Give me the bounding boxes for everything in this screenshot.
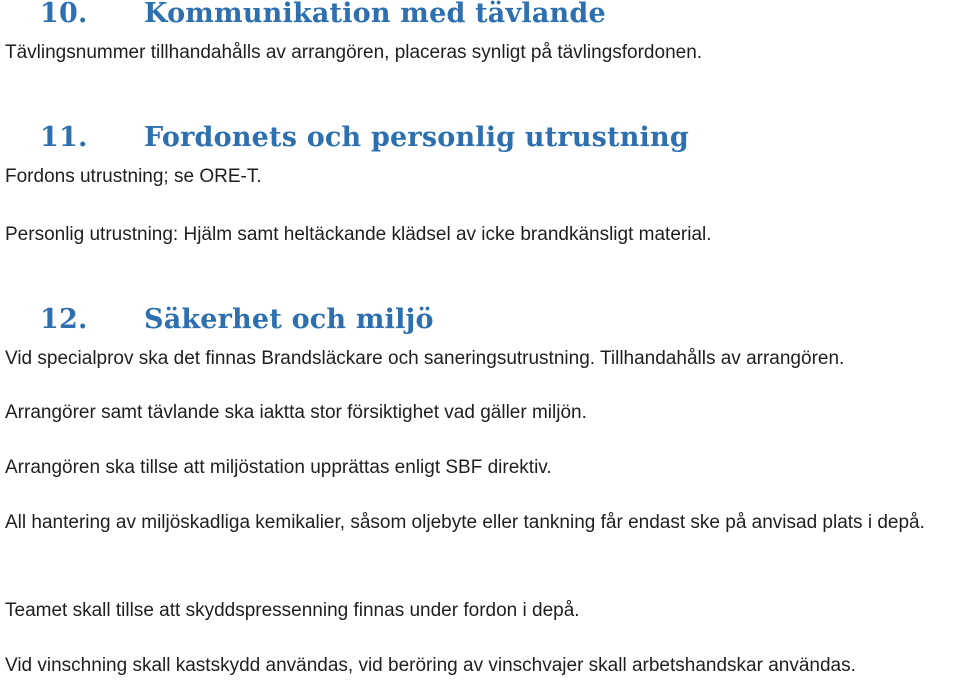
paragraph: Teamet skall tillse att skyddspressenning finnas under fordon i depå.: [5, 600, 580, 621]
paragraph: Fordons utrustning; se ORE-T.: [5, 166, 262, 187]
section-heading-12: [40, 304, 434, 335]
section-title: Kommunikation med tävlande: [144, 0, 606, 29]
section-number: 11.: [40, 122, 88, 153]
section-title: Säkerhet och miljö: [144, 304, 434, 335]
section-number: 12.: [40, 304, 88, 335]
paragraph: Personlig utrustning: Hjälm samt heltäckande klädsel av icke brandkänsligt material.: [5, 224, 712, 245]
paragraph: All hantering av miljöskadliga kemikalier, såsom oljebyte eller tankning får endast ske på anvisad plats i depå.: [5, 512, 925, 533]
paragraph: Tävlingsnummer tillhandahålls av arrangören, placeras synligt på tävlingsfordonen.: [5, 42, 703, 63]
paragraph: Vid specialprov ska det finnas Brandsläckare och saneringsutrustning. Tillhandahålls av arrangören.: [5, 348, 845, 369]
section-title: Fordonets och personlig utrustning: [144, 122, 689, 153]
paragraph: Arrangören ska tillse att miljöstation upprättas enligt SBF direktiv.: [5, 457, 552, 478]
paragraph: Vid vinschning skall kastskydd användas, vid beröring av vinschvajer skall arbetshandskar användas.: [5, 655, 856, 676]
section-number: 10.: [40, 0, 88, 29]
paragraph: Arrangörer samt tävlande ska iaktta stor försiktighet vad gäller miljön.: [5, 402, 587, 423]
section-heading-10: [40, 0, 606, 29]
section-heading-11: [40, 122, 689, 153]
